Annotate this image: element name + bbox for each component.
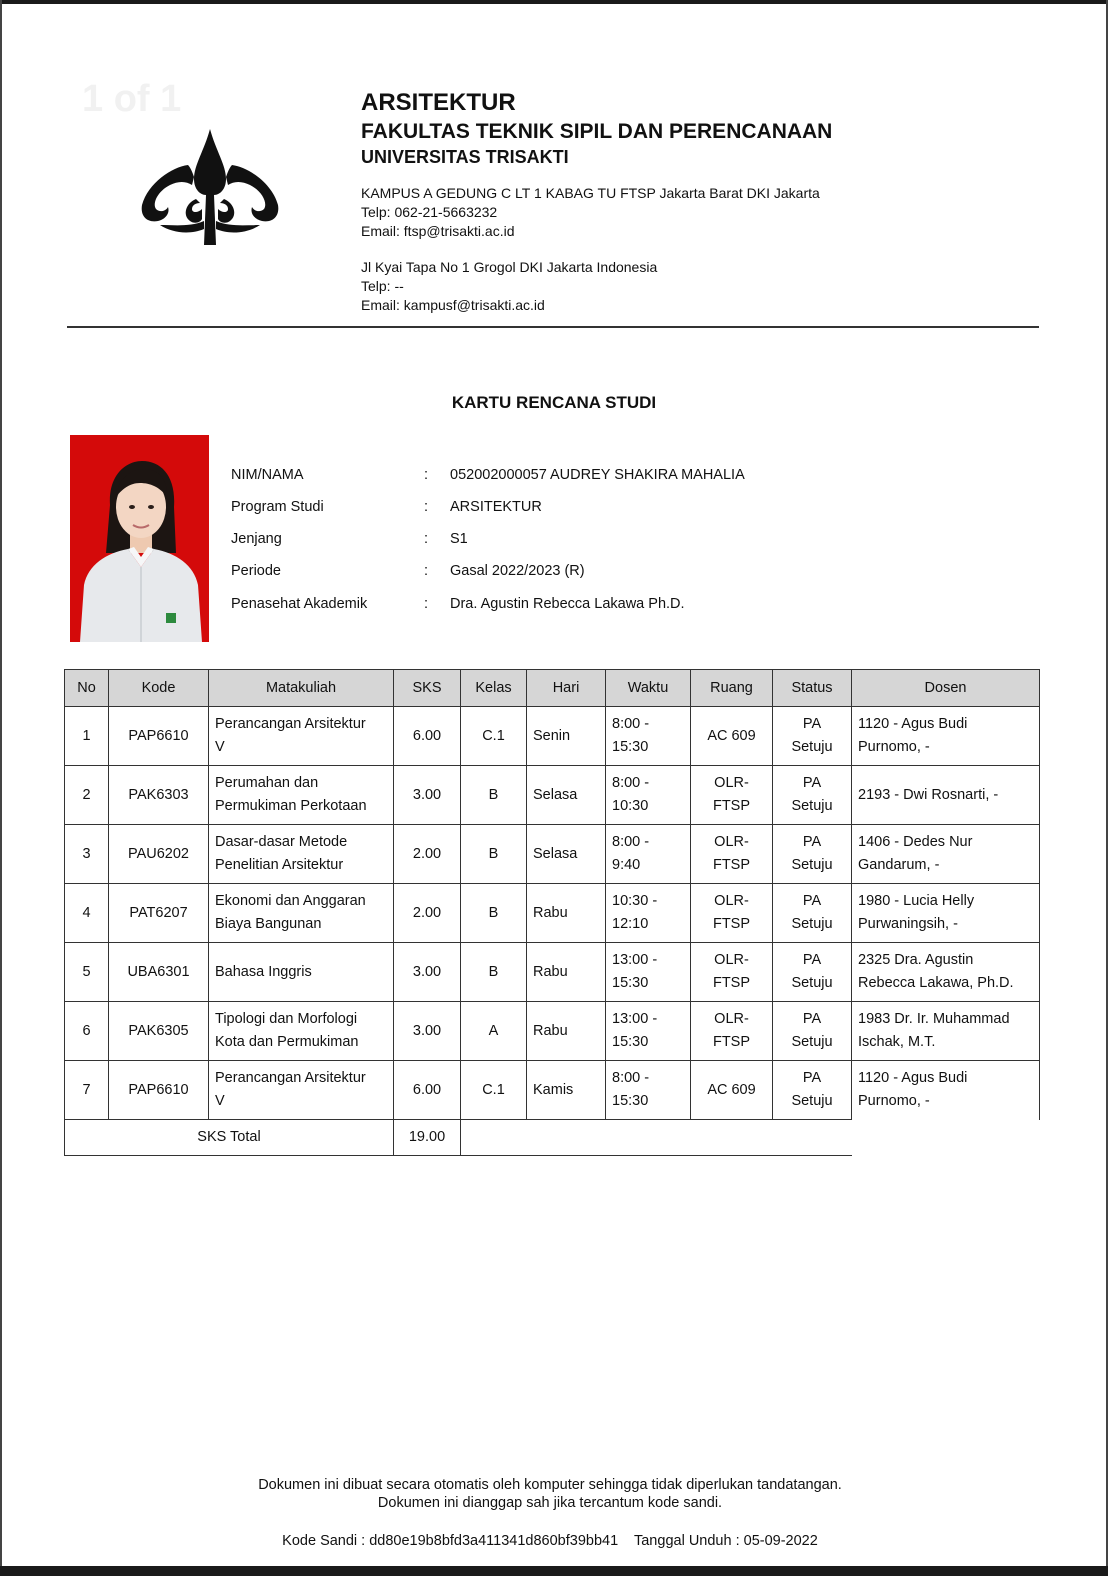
cell-matakuliah	[209, 825, 394, 884]
cell-kode: PAU6202	[109, 825, 209, 884]
trisakti-logo-icon	[138, 125, 282, 253]
table-row	[65, 1061, 1040, 1120]
col-header-kode: Kode	[109, 670, 209, 707]
header-divider	[67, 326, 1039, 328]
dosen-line2: Rebecca Lakawa, Ph.D.	[858, 975, 1014, 991]
cell-kode: UBA6301	[109, 943, 209, 1002]
ruang-line1: OLR-	[714, 834, 749, 850]
status-line1: PA	[802, 834, 822, 850]
cell-status	[773, 943, 852, 1002]
sks-total-blank	[461, 1120, 852, 1156]
waktu-end: 15:30	[612, 739, 649, 755]
ruang-line2: FTSP	[712, 975, 751, 991]
cell-hari: Rabu	[527, 1002, 606, 1061]
table-row	[65, 884, 1040, 943]
matakuliah-line1: Bahasa Inggris	[215, 963, 312, 980]
cell-kelas: C.1	[461, 707, 527, 766]
waktu-end: 15:30	[612, 975, 649, 991]
cell-kelas: B	[461, 825, 527, 884]
cell-waktu	[606, 1002, 691, 1061]
cell-ruang	[691, 766, 773, 825]
status-line1: PA	[802, 775, 822, 791]
program-studi-colon: :	[424, 499, 429, 515]
table-row	[65, 943, 1040, 1002]
cell-matakuliah	[209, 884, 394, 943]
cell-kelas: B	[461, 766, 527, 825]
status-line1: PA	[802, 952, 822, 968]
ruang-line1: OLR-	[714, 893, 749, 909]
ruang-line1: OLR-	[714, 775, 749, 791]
status-line1: PA	[802, 893, 822, 909]
cell-matakuliah	[209, 766, 394, 825]
ruang-line1: OLR-	[714, 1011, 749, 1027]
waktu-start: 8:00 -	[612, 834, 650, 850]
cell-kelas: A	[461, 1002, 527, 1061]
col-header-sks: SKS	[394, 670, 461, 707]
matakuliah-line2: V	[215, 739, 225, 755]
jenjang-colon: :	[424, 531, 429, 547]
dosen-line1: 2193 - Dwi Rosnarti, -	[858, 786, 999, 803]
cell-sks: 6.00	[394, 1061, 461, 1120]
cell-ruang	[691, 884, 773, 943]
penasehat-colon: :	[424, 596, 429, 612]
col-header-waktu: Waktu	[606, 670, 691, 707]
col-header-ruang: Ruang	[691, 670, 773, 707]
cell-no: 2	[65, 766, 109, 825]
nim-nama-label: NIM/NAMA	[231, 467, 304, 483]
cell-waktu	[606, 1061, 691, 1120]
jenjang-value: S1	[450, 531, 468, 547]
ruang-line2: FTSP	[712, 916, 751, 932]
matakuliah-line1: Perumahan dan	[215, 775, 319, 791]
waktu-start: 8:00 -	[612, 775, 650, 791]
nim-nama-value: 052002000057 AUDREY SHAKIRA MAHALIA	[450, 467, 745, 483]
periode-colon: :	[424, 563, 429, 579]
matakuliah-line2: V	[215, 1093, 225, 1109]
ruang-line1: AC 609	[707, 727, 756, 744]
waktu-end: 15:30	[612, 1034, 649, 1050]
dosen-line1: 1406 - Dedes Nur	[858, 834, 973, 850]
jenjang-label: Jenjang	[231, 531, 282, 547]
waktu-start: 13:00 -	[612, 952, 658, 968]
cell-ruang	[691, 1061, 773, 1120]
status-line2: Setuju	[791, 916, 833, 932]
document-title: KARTU RENCANA STUDI	[451, 393, 657, 412]
col-header-status: Status	[773, 670, 852, 707]
table-row	[65, 825, 1040, 884]
cell-waktu	[606, 766, 691, 825]
cell-sks: 2.00	[394, 825, 461, 884]
matakuliah-line2: Biaya Bangunan	[215, 916, 322, 932]
cell-hari: Rabu	[527, 884, 606, 943]
status-line2: Setuju	[791, 975, 833, 991]
cell-kelas: B	[461, 884, 527, 943]
status-line2: Setuju	[791, 857, 833, 873]
cell-waktu	[606, 884, 691, 943]
sks-total-label: SKS Total	[65, 1120, 394, 1156]
ruang-line1: OLR-	[714, 952, 749, 968]
matakuliah-line1: Tipologi dan Morfologi	[215, 1011, 358, 1027]
cell-sks: 3.00	[394, 766, 461, 825]
penasehat-value: Dra. Agustin Rebecca Lakawa Ph.D.	[450, 596, 685, 612]
dosen-line2: Purwaningsih, -	[858, 916, 958, 932]
cell-no: 1	[65, 707, 109, 766]
cell-waktu	[606, 825, 691, 884]
cell-hari: Selasa	[527, 766, 606, 825]
ruang-line2: FTSP	[712, 857, 751, 873]
waktu-end: 9:40	[612, 857, 641, 873]
header-university: UNIVERSITAS TRISAKTI	[361, 147, 569, 167]
cell-ruang	[691, 825, 773, 884]
cell-ruang	[691, 707, 773, 766]
table-header-row	[65, 670, 1040, 707]
cell-status	[773, 825, 852, 884]
footer-code-line: Kode Sandi : dd80e19b8bfd3a411341d860bf39bb41 Tanggal Unduh : 05-09-2022	[282, 1533, 818, 1549]
cell-dosen	[852, 943, 1040, 1002]
status-line1: PA	[802, 1070, 822, 1086]
cell-kode: PAT6207	[109, 884, 209, 943]
cell-sks: 3.00	[394, 943, 461, 1002]
cell-dosen	[852, 1061, 1040, 1120]
cell-kode: PAK6305	[109, 1002, 209, 1061]
page-frame-top	[0, 0, 1108, 4]
cell-hari: Rabu	[527, 943, 606, 1002]
cell-status	[773, 1002, 852, 1061]
cell-dosen	[852, 884, 1040, 943]
cell-kelas: C.1	[461, 1061, 527, 1120]
status-line2: Setuju	[791, 1034, 833, 1050]
dosen-line1: 1983 Dr. Ir. Muhammad	[858, 1011, 1010, 1027]
matakuliah-line2: Penelitian Arsitektur	[215, 857, 344, 873]
cell-kelas: B	[461, 943, 527, 1002]
header-address-b: Jl Kyai Tapa No 1 Grogol DKI Jakarta Indonesia	[361, 259, 658, 275]
col-header-dosen: Dosen	[852, 670, 1040, 707]
cell-status	[773, 884, 852, 943]
ruang-line1: AC 609	[707, 1081, 756, 1098]
course-table	[64, 669, 1040, 1156]
dosen-line2: Gandarum, -	[858, 857, 940, 873]
header-address-a: KAMPUS A GEDUNG C LT 1 KABAG TU FTSP Jakarta Barat DKI Jakarta	[361, 185, 820, 201]
cell-no: 7	[65, 1061, 109, 1120]
col-header-matakuliah: Matakuliah	[209, 670, 394, 707]
sks-total-empty	[852, 1120, 1040, 1156]
status-line1: PA	[802, 1011, 822, 1027]
header-phone-b: Telp: --	[361, 278, 404, 294]
cell-kode: PAP6610	[109, 1061, 209, 1120]
cell-matakuliah	[209, 1002, 394, 1061]
sks-total-value: 19.00	[394, 1120, 461, 1156]
cell-no: 5	[65, 943, 109, 1002]
header-title: ARSITEKTUR	[361, 89, 516, 116]
nim-nama-colon: :	[424, 467, 429, 483]
dosen-line2: Purnomo, -	[858, 739, 930, 755]
cell-matakuliah	[209, 1061, 394, 1120]
status-line2: Setuju	[791, 798, 833, 814]
table-row	[65, 707, 1040, 766]
sks-total-row	[65, 1120, 1040, 1156]
dosen-line1: 2325 Dra. Agustin	[858, 952, 974, 968]
header-faculty: FAKULTAS TEKNIK SIPIL DAN PERENCANAAN	[361, 120, 833, 143]
matakuliah-line1: Dasar-dasar Metode	[215, 834, 348, 850]
status-line2: Setuju	[791, 739, 833, 755]
matakuliah-line1: Perancangan Arsitektur	[215, 1070, 366, 1086]
dosen-line2: Purnomo, -	[858, 1093, 930, 1110]
page-frame-left	[0, 0, 2, 1576]
cell-dosen	[852, 766, 1040, 825]
cell-ruang	[691, 1002, 773, 1061]
status-line2: Setuju	[791, 1093, 833, 1109]
col-header-hari: Hari	[527, 670, 606, 707]
ruang-line2: FTSP	[712, 798, 751, 814]
matakuliah-line2: Kota dan Permukiman	[215, 1034, 359, 1050]
waktu-start: 8:00 -	[612, 716, 650, 732]
footer-note-2: Dokumen ini dianggap sah jika tercantum kode sandi.	[377, 1495, 723, 1511]
cell-no: 3	[65, 825, 109, 884]
waktu-start: 10:30 -	[612, 893, 658, 909]
dosen-line2: Ischak, M.T.	[858, 1034, 936, 1050]
table-row	[65, 1002, 1040, 1061]
waktu-start: 13:00 -	[612, 1011, 658, 1027]
cell-no: 4	[65, 884, 109, 943]
waktu-end: 10:30	[612, 798, 649, 814]
cell-no: 6	[65, 1002, 109, 1061]
col-header-no: No	[65, 670, 109, 707]
dosen-line1: 1120 - Agus Budi	[858, 716, 968, 732]
page-frame-bottom	[0, 1566, 1108, 1576]
ruang-line2: FTSP	[712, 1034, 751, 1050]
header-phone-a: Telp: 062-21-5663232	[361, 204, 498, 220]
program-studi-label: Program Studi	[231, 499, 324, 515]
header-email-b: Email: kampusf@trisakti.ac.id	[361, 297, 545, 313]
cell-matakuliah	[209, 707, 394, 766]
student-photo	[70, 435, 209, 642]
cell-status	[773, 1061, 852, 1120]
cell-hari: Selasa	[527, 825, 606, 884]
cell-waktu	[606, 707, 691, 766]
cell-ruang	[691, 943, 773, 1002]
cell-dosen	[852, 1002, 1040, 1061]
cell-status	[773, 766, 852, 825]
cell-hari: Senin	[527, 707, 606, 766]
program-studi-value: ARSITEKTUR	[450, 499, 542, 515]
cell-waktu	[606, 943, 691, 1002]
waktu-end: 15:30	[612, 1093, 649, 1109]
cell-dosen	[852, 707, 1040, 766]
cell-kode: PAK6303	[109, 766, 209, 825]
periode-label: Periode	[231, 563, 281, 579]
cell-sks: 6.00	[394, 707, 461, 766]
cell-status	[773, 707, 852, 766]
matakuliah-line2: Permukiman Perkotaan	[215, 798, 367, 814]
col-header-kelas: Kelas	[461, 670, 527, 707]
table-row	[65, 766, 1040, 825]
page-counter: 1 of 1	[82, 78, 182, 120]
cell-hari: Kamis	[527, 1061, 606, 1120]
periode-value: Gasal 2022/2023 (R)	[450, 563, 585, 579]
dosen-line1: 1980 - Lucia Helly	[858, 893, 975, 909]
dosen-line1: 1120 - Agus Budi	[858, 1070, 968, 1087]
header-email-a: Email: ftsp@trisakti.ac.id	[361, 223, 515, 239]
footer-note-1: Dokumen ini dibuat secara otomatis oleh komputer sehingga tidak diperlukan tandatangan.	[258, 1477, 842, 1493]
waktu-end: 12:10	[612, 916, 649, 932]
matakuliah-line1: Ekonomi dan Anggaran	[215, 893, 366, 909]
cell-sks: 2.00	[394, 884, 461, 943]
penasehat-label: Penasehat Akademik	[231, 596, 368, 612]
cell-matakuliah	[209, 943, 394, 1002]
matakuliah-line1: Perancangan Arsitektur	[215, 716, 366, 732]
cell-sks: 3.00	[394, 1002, 461, 1061]
waktu-start: 8:00 -	[612, 1070, 650, 1086]
cell-kode: PAP6610	[109, 707, 209, 766]
cell-dosen	[852, 825, 1040, 884]
status-line1: PA	[802, 716, 822, 732]
